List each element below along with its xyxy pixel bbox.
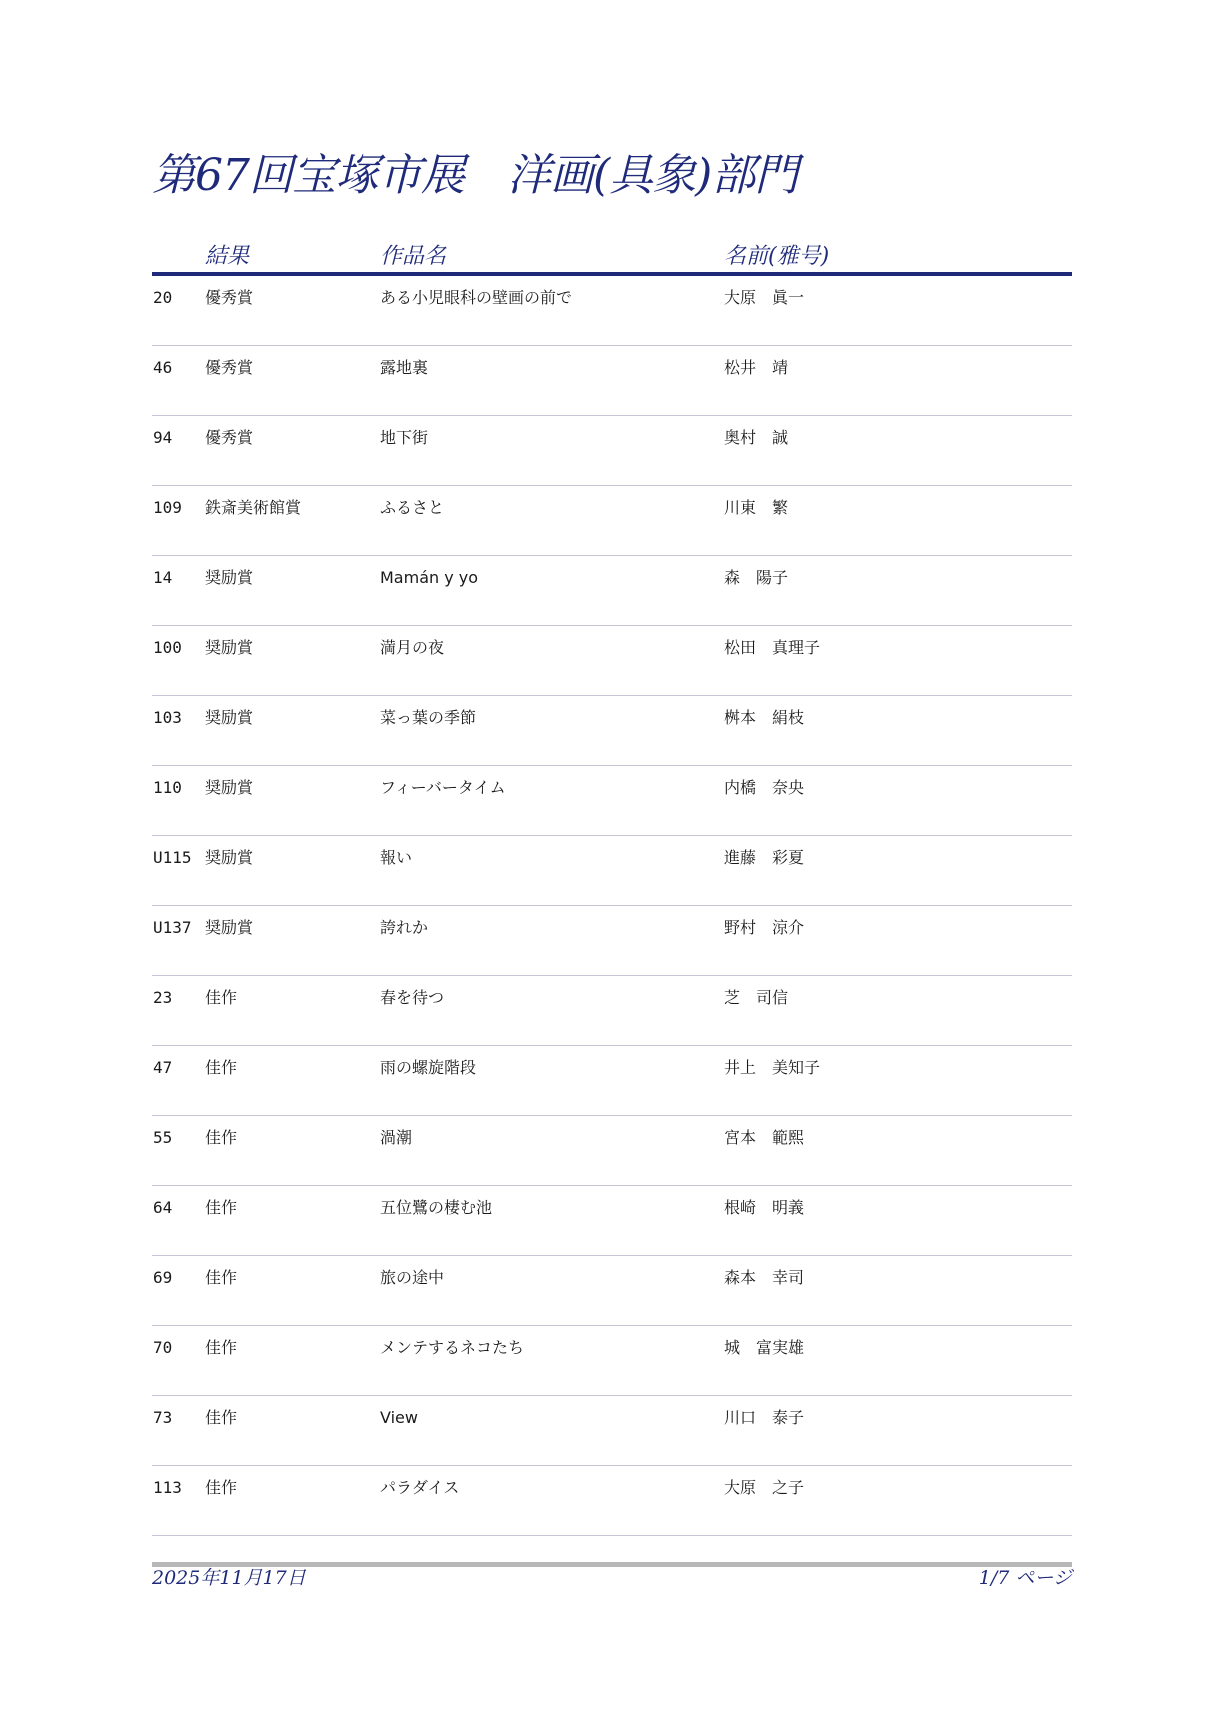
entry-title: 雨の螺旋階段 — [380, 1058, 477, 1077]
entry-title: 誇れか — [380, 918, 429, 937]
table-row — [152, 1186, 1072, 1256]
header-work-title: 作品名 — [380, 244, 447, 269]
entry-artist: 松田 真理子 — [724, 638, 821, 657]
table-row — [152, 486, 1072, 556]
header-name: 名前(雅号) — [724, 244, 830, 269]
table-row — [152, 556, 1072, 626]
table-row — [152, 976, 1072, 1046]
entry-artist: 桝本 絹枝 — [724, 708, 805, 727]
entry-artist: 川東 繁 — [724, 498, 789, 517]
entry-number: 14 — [153, 568, 173, 587]
entry-number: 69 — [153, 1268, 173, 1287]
entry-artist: 森 陽子 — [724, 568, 789, 587]
entry-artist: 城 富実雄 — [724, 1338, 805, 1357]
entry-title: 渦潮 — [380, 1128, 413, 1147]
entry-title: Mamán y yo — [380, 568, 479, 587]
entry-artist: 野村 涼介 — [724, 918, 805, 937]
entry-result: 佳作 — [205, 1338, 238, 1357]
entry-number: 110 — [153, 778, 182, 797]
entry-artist: 森本 幸司 — [724, 1268, 805, 1287]
table-row — [152, 696, 1072, 766]
entry-number: 94 — [153, 428, 173, 447]
page-number: 1/7 ページ — [978, 1567, 1072, 1589]
header-result: 結果 — [205, 244, 250, 269]
entry-result: 奨励賞 — [205, 918, 254, 937]
entry-artist: 松井 靖 — [724, 358, 789, 377]
entry-title: ふるさと — [380, 498, 445, 517]
entry-artist: 根崎 明義 — [724, 1198, 805, 1217]
entry-title: 菜っ葉の季節 — [380, 708, 477, 727]
entry-result: 奨励賞 — [205, 778, 254, 797]
entry-result: 佳作 — [205, 1268, 238, 1287]
entry-result: 優秀賞 — [205, 358, 254, 377]
entry-result: 佳作 — [205, 1128, 238, 1147]
entry-result: 奨励賞 — [205, 708, 254, 727]
entry-number: 70 — [153, 1338, 173, 1357]
entry-title: 報い — [380, 848, 413, 867]
entry-number: U137 — [153, 918, 192, 937]
table-row — [152, 1046, 1072, 1116]
table-row — [152, 346, 1072, 416]
footer-date: 2025年11月17日 — [152, 1567, 306, 1589]
table-row — [152, 766, 1072, 836]
entry-title: 満月の夜 — [380, 638, 445, 657]
entry-artist: 井上 美知子 — [724, 1058, 821, 1077]
entry-number: 20 — [153, 288, 173, 307]
entry-result: 鉄斎美術館賞 — [205, 498, 302, 517]
entry-title: 露地裏 — [380, 358, 429, 377]
entry-title: パラダイス — [380, 1478, 460, 1497]
entry-result: 奨励賞 — [205, 848, 254, 867]
entry-artist: 芝 司信 — [724, 988, 789, 1007]
page-title: 第67回宝塚市展 洋画(具象)部門 — [152, 150, 798, 201]
entry-number: 47 — [153, 1058, 173, 1077]
entry-title: 地下街 — [380, 428, 429, 447]
entry-result: 佳作 — [205, 988, 238, 1007]
entry-title: View — [380, 1408, 418, 1427]
entry-artist: 大原 之子 — [724, 1478, 805, 1497]
entry-number: 109 — [153, 498, 182, 517]
table-row — [152, 1466, 1072, 1536]
entry-result: 奨励賞 — [205, 568, 254, 587]
entry-title: 旅の途中 — [380, 1268, 445, 1287]
table-row — [152, 906, 1072, 976]
entry-artist: 宮本 範熙 — [724, 1128, 805, 1147]
entry-result: 優秀賞 — [205, 288, 254, 307]
table-row — [152, 1256, 1072, 1326]
entry-artist: 進藤 彩夏 — [724, 848, 805, 867]
table-row — [152, 276, 1072, 346]
entry-number: 23 — [153, 988, 173, 1007]
entry-number: 46 — [153, 358, 173, 377]
entry-result: 佳作 — [205, 1408, 238, 1427]
entry-result: 佳作 — [205, 1198, 238, 1217]
entry-result: 佳作 — [205, 1478, 238, 1497]
entry-number: 100 — [153, 638, 182, 657]
entry-number: 55 — [153, 1128, 173, 1147]
entry-title: メンテするネコたち — [380, 1338, 525, 1357]
entry-number: U115 — [153, 848, 192, 867]
entry-title: 五位鷺の棲む池 — [380, 1198, 493, 1217]
entry-number: 103 — [153, 708, 182, 727]
entry-title: 春を待つ — [380, 988, 445, 1007]
table-row — [152, 836, 1072, 906]
table-row — [152, 1116, 1072, 1186]
entry-artist: 奥村 誠 — [724, 428, 789, 447]
table-row — [152, 1396, 1072, 1466]
results-table — [152, 238, 1072, 1536]
entry-result: 佳作 — [205, 1058, 238, 1077]
table-header — [152, 238, 1072, 276]
entry-artist: 内橋 奈央 — [724, 778, 805, 797]
entry-number: 113 — [153, 1478, 182, 1497]
entry-artist: 大原 眞一 — [724, 288, 805, 307]
table-row — [152, 626, 1072, 696]
entry-number: 64 — [153, 1198, 173, 1217]
table-row — [152, 416, 1072, 486]
entry-title: ある小児眼科の壁画の前で — [380, 288, 573, 307]
entry-number: 73 — [153, 1408, 173, 1427]
entry-result: 優秀賞 — [205, 428, 254, 447]
entry-result: 奨励賞 — [205, 638, 254, 657]
table-row — [152, 1326, 1072, 1396]
entry-artist: 川口 泰子 — [724, 1408, 805, 1427]
entry-title: フィーバータイム — [380, 778, 506, 797]
